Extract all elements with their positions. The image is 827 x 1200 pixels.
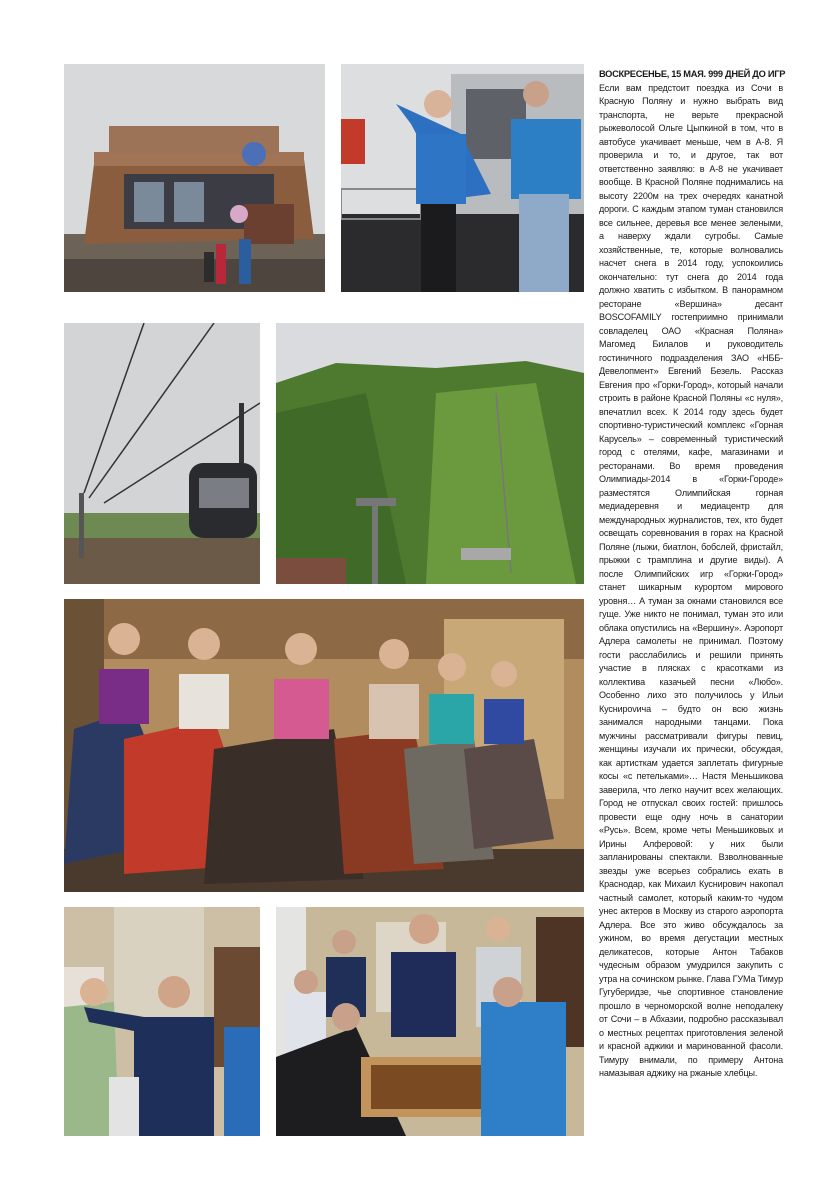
folk-dancers-illustration — [64, 599, 584, 892]
photo-mountain-restaurant — [64, 64, 325, 292]
forest-lift-illustration — [276, 323, 584, 584]
article-headline: ВОСКРЕСЕНЬЕ, 15 МАЯ. 999 ДНЕЙ ДО ИГР — [599, 69, 786, 79]
article-body: Если вам предстоит поездка из Сочи в Красную Поляну и нужно выбрать вид транспорта, не верьте прекрасной рыжеволосой Ольге Цыпкиной в том, что в автобусе укачивает меньше, чем в А-8. Я проверила и то, и другое, так вот ответственно заявляю: в А-8 не укачивает вообще. В Красной Поляне поднимались на высоту 2200м на трех очередях канатной дороги. С каждым этапом туман становился все сильнее, деревья все менее зелеными, а наверху ждали сугробы. Самые хозяйственные, те, которые волновались насчет снега в 2014 году, успокоились окончательно: тут снега до 2014 года должно хватить с избытком. В панорамном ресторане «Вершина» десант BOSCOFAMILY гостеприимно принимали совладелец ОАО «Красная Поляна» Магомед Билалов и руководитель гостиничного подразделения ЗАО «НББ-Девелопмент» Евгений Безель. Рассказ Евгения про «Горки-Город», который начали строить в районе Красной Поляны «с нуля», впечатлил всех. К 2014 году здесь будет спортивно-туристический комплекс «Горная Карусель» – современный туристический город с отелями, кафе, магазинами и ресторанами. Во время проведения Олимпиады-2014 в «Горки-Городе» разместятся Олимпийская горная медиадеревня и медиацентр для международных журналистов, тех, кто будет освещать соревнования в горах на Красной Поляне (лыжи, биатлон, бобслей, фристайл, прыжки с трамплина и другие виды). А после Олимпийских игр «Горки-Город» станет шикарным курортом мирового уровня… А туман за окнами становился все гуще. Уже никто не понимал, туман это или облака опустились на «Вершину». Аэропорт Адлера самолеты не принимал. Поэтому гости расслабились и решили принять участие в плясках с красотками из коллектива казачьей песни «Любо». Особенно лихо это получилось у Ильи Куснирovича – будто он всю жизнь занимался народными танцами. Пока мужчины рассматривали фигуры певиц, женщины изучали их прически, обсуждая, как артисткам удается заплетать фигурные косы «с петельками»… Настя Меньшикова заверила, что легко научит всех желающих. Город не отпускал своих гостей: пришлось провести еще одну ночь в санатории «Русь». Всем, кроме четы Меньшиковых и Ирины Алферовой: у них были запланированы спектакли. Взволнованные звезды уже всерьез собрались ехать в Краснодар, как Михаил Куснирович накопал частный самолет, который каким-то чудом унес актеров в Москву из старого аэропорта Адлера. Все это живо обсуждалось за ужином, во время дегустации местных деликатесов, которые Антон Табаков чудесным образом умудрился закупить с утра на сочинском рынке. Глава ГУМа Тимур Гугуберидзе, чье спортивное становление прошло в черноморской волне неподалеку от Сочи – в Абхазии, подробно рассказывал о местных рецептах приготовления зеленой и красной аджики и маринованной фасоли. Тимуру внимали, по примеру Антона намазывая аджику на ржаные хлебцы. — [599, 82, 783, 1078]
photo-gondola-fog — [64, 323, 260, 584]
photo-forest-lift-line — [276, 323, 584, 584]
mountain-restaurant-illustration — [64, 64, 325, 292]
photo-guests-dancing — [64, 907, 260, 1136]
photo-backgammon-game — [276, 907, 584, 1136]
gondola-illustration — [64, 323, 260, 584]
photo-cable-car-arrival — [341, 64, 584, 292]
guests-dancing-illustration — [64, 907, 260, 1136]
cable-car-arrival-illustration — [341, 64, 584, 292]
article-column — [599, 68, 786, 1081]
photo-folk-dancers — [64, 599, 584, 892]
backgammon-illustration — [276, 907, 584, 1136]
